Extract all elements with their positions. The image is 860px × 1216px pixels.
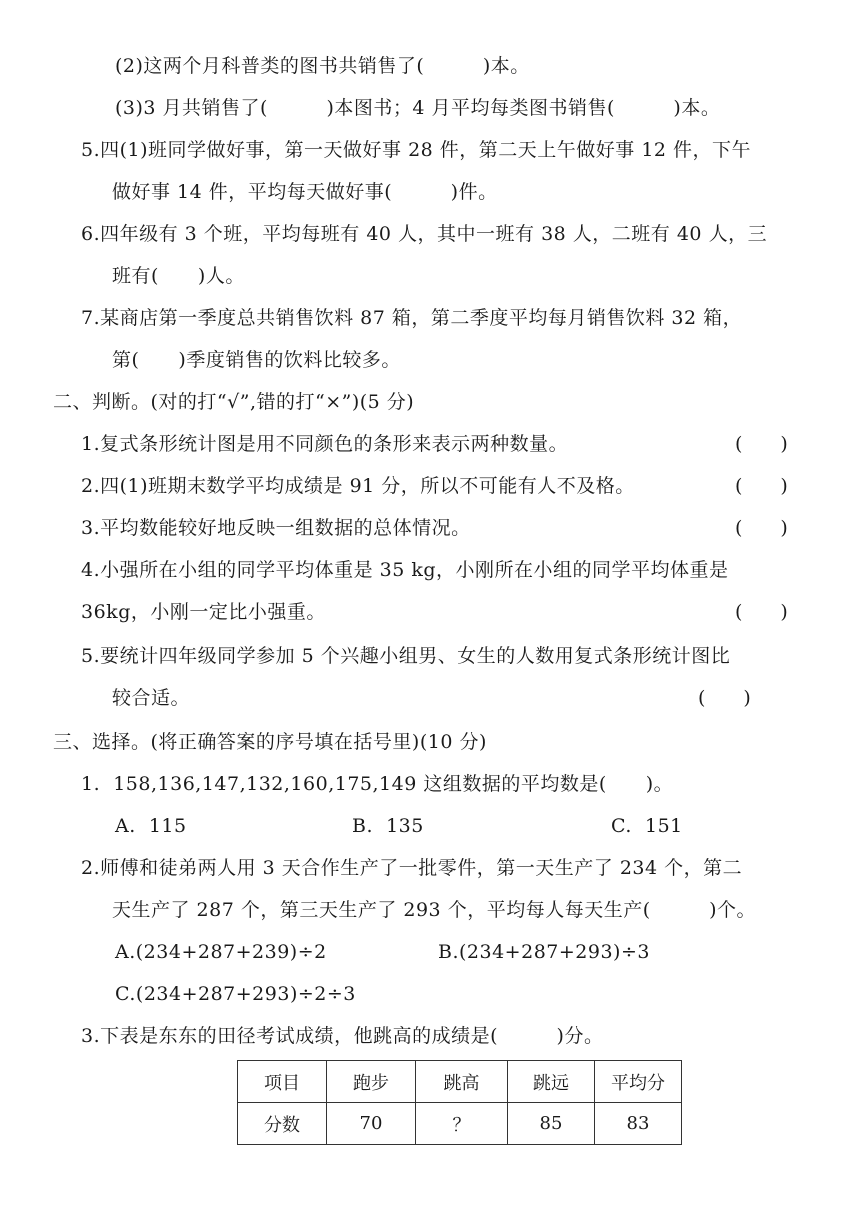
- choice-2-option-a: A.(234+287+239)÷2: [115, 941, 327, 963]
- choice-1-option-b: B. 135: [352, 815, 424, 837]
- judge-1-paren: ( ): [735, 433, 788, 455]
- table-header-cell: 项目: [238, 1061, 327, 1103]
- judge-4-line1: 4.小强所在小组的同学平均体重是 35 kg，小刚所在小组的同学平均体重是: [81, 559, 729, 581]
- table-row: [238, 1103, 682, 1145]
- table-header-cell: 跑步: [327, 1061, 416, 1103]
- judge-1: 1.复式条形统计图是用不同颜色的条形来表示两种数量。: [81, 433, 569, 455]
- judge-4-line2: 36kg，小刚一定比小强重。: [81, 601, 326, 623]
- table-row: [238, 1061, 682, 1103]
- question-7-line1: 7.某商店第一季度总共销售饮料 87 箱，第二季度平均每月销售饮料 32 箱，: [81, 307, 743, 329]
- question-5-line1: 5.四(1)班同学做好事，第一天做好事 28 件，第二天上午做好事 12 件，下午: [81, 139, 752, 161]
- judge-4-paren: ( ): [735, 601, 788, 623]
- judge-5-line2: 较合适。: [112, 687, 191, 709]
- question-4-3: (3)3 月共销售了( )本图书；4 月平均每类图书销售( )本。: [115, 97, 721, 119]
- choice-2-line2: 天生产了 287 个，第三天生产了 293 个，平均每人每天生产( )个。: [112, 899, 757, 921]
- choice-1: 1. 158,136,147,132,160,175,149 这组数据的平均数是( )。: [81, 773, 674, 795]
- table-header-cell: 跳远: [508, 1061, 595, 1103]
- table-cell: 85: [508, 1103, 595, 1145]
- judge-5-line1: 5.要统计四年级同学参加 5 个兴趣小组男、女生的人数用复式条形统计图比: [81, 645, 731, 667]
- judge-3: 3.平均数能较好地反映一组数据的总体情况。: [81, 517, 471, 539]
- question-4-2: (2)这两个月科普类的图书共销售了( )本。: [115, 55, 530, 77]
- section-3-heading: 三、选择。(将正确答案的序号填在括号里)(10 分): [53, 731, 487, 753]
- table-cell: 70: [327, 1103, 416, 1145]
- judge-2-paren: ( ): [735, 475, 788, 497]
- question-7-line2: 第( )季度销售的饮料比较多。: [112, 349, 401, 371]
- judge-5-paren: ( ): [698, 687, 751, 709]
- judge-2: 2.四(1)班期末数学平均成绩是 91 分，所以不可能有人不及格。: [81, 475, 635, 497]
- question-5-line2: 做好事 14 件，平均每天做好事( )件。: [112, 181, 498, 203]
- choice-2-option-b: B.(234+287+293)÷3: [438, 941, 650, 963]
- choice-2-line1: 2.师傅和徒弟两人用 3 天合作生产了一批零件，第一天生产了 234 个，第二: [81, 857, 743, 879]
- table-cell: 83: [595, 1103, 682, 1145]
- table-cell: 分数: [238, 1103, 327, 1145]
- judge-3-paren: ( ): [735, 517, 788, 539]
- table-header-cell: 平均分: [595, 1061, 682, 1103]
- table-header-cell: 跳高: [416, 1061, 508, 1103]
- section-2-heading: 二、判断。(对的打“√”,错的打“×”)(5 分): [53, 391, 415, 413]
- choice-1-option-a: A. 115: [115, 815, 187, 837]
- score-table: [237, 1060, 682, 1145]
- table-cell: ？: [416, 1103, 508, 1145]
- choice-2-option-c: C.(234+287+293)÷2÷3: [115, 983, 356, 1005]
- choice-3: 3.下表是东东的田径考试成绩，他跳高的成绩是( )分。: [81, 1025, 604, 1047]
- choice-1-option-c: C. 151: [611, 815, 683, 837]
- question-6-line1: 6.四年级有 3 个班，平均每班有 40 人，其中一班有 38 人，二班有 40 人，三: [81, 223, 768, 245]
- question-6-line2: 班有( )人。: [112, 265, 245, 287]
